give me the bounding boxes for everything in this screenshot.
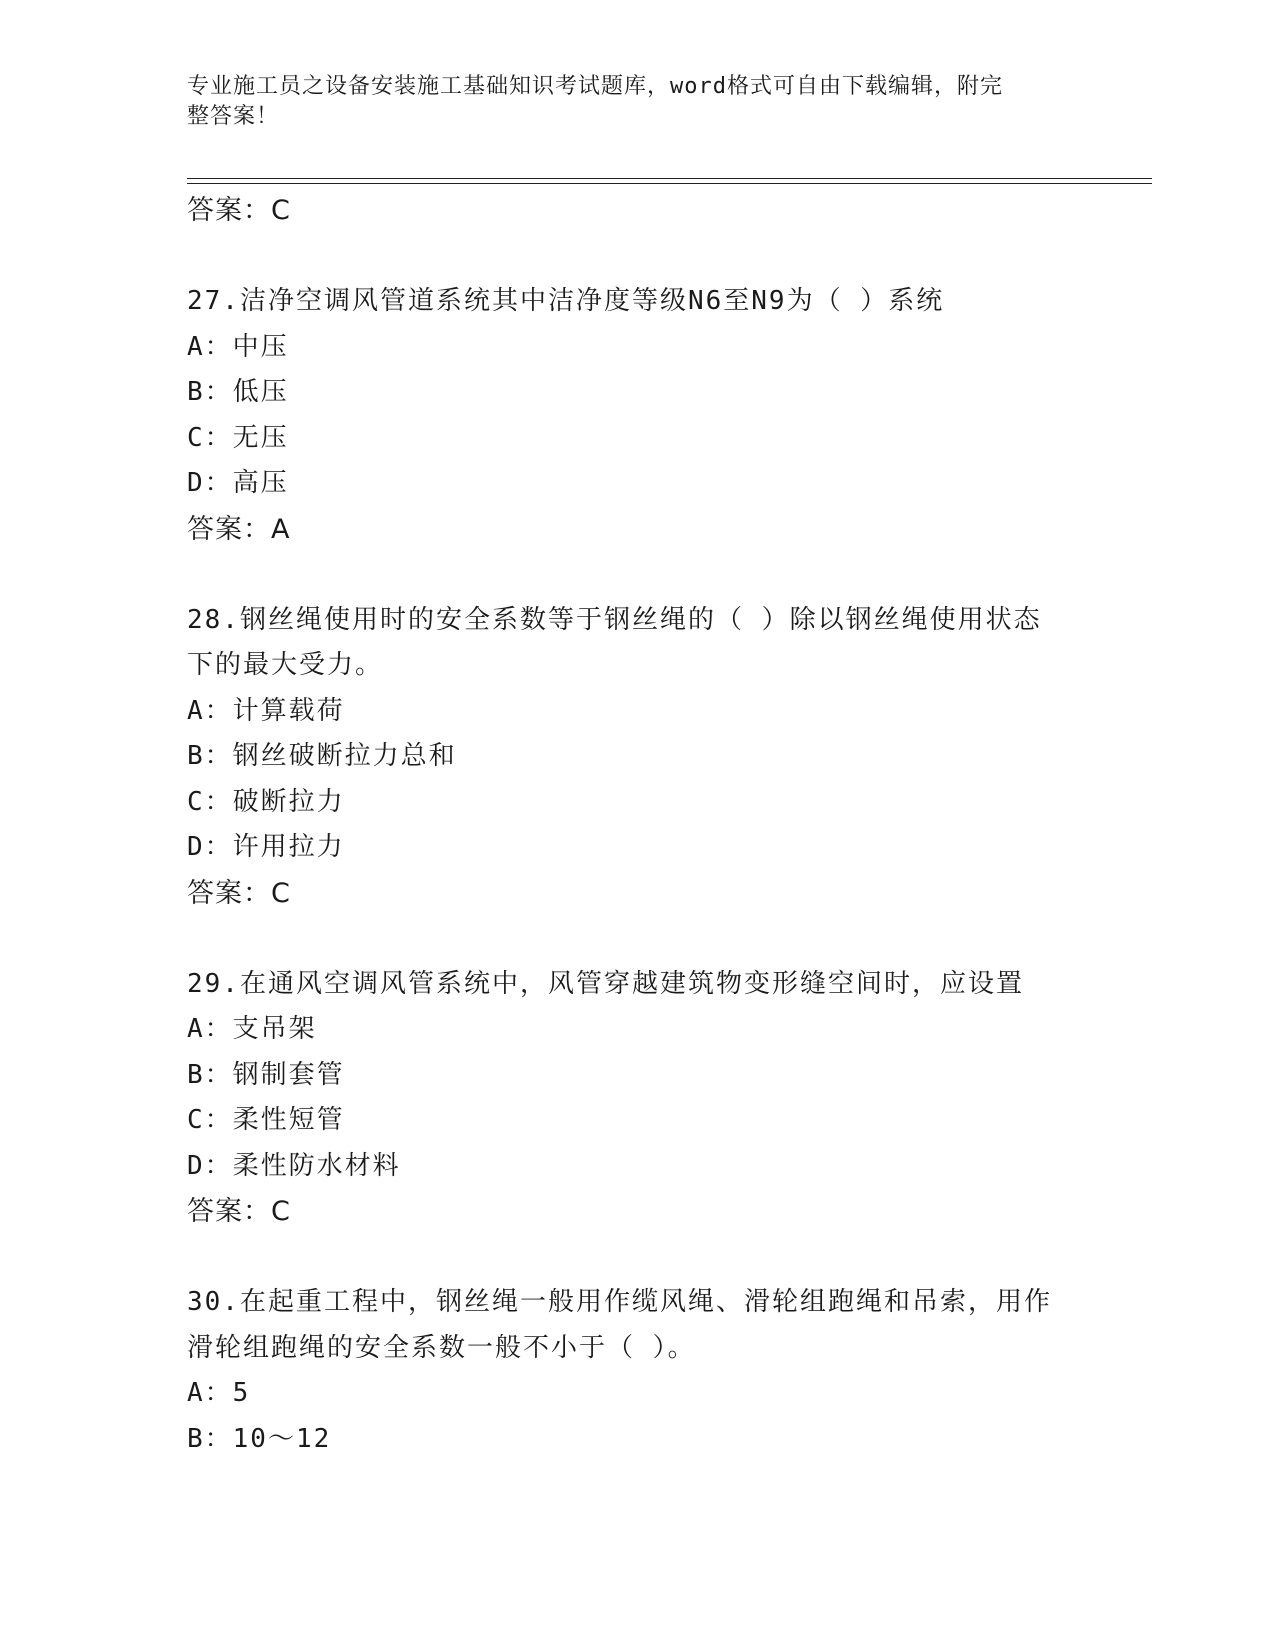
option-d: D：柔性防水材料	[187, 1150, 401, 1181]
header-line-2: 整答案！	[187, 104, 280, 129]
option-a: A：计算载荷	[187, 695, 345, 726]
option-b: B：低压	[187, 377, 289, 407]
header-divider-top	[187, 178, 1152, 179]
option-b: B：钢制套管	[187, 1059, 345, 1090]
question-stem-continued: 滑轮组跑绳的安全系数一般不小于（ ）。	[187, 1332, 696, 1363]
header-line-1: 专业施工员之设备安装施工基础知识考试题库，word格式可自由下载编辑，附完	[187, 74, 1003, 99]
option-c: C：破断拉力	[187, 786, 345, 817]
question-item	[187, 1280, 1087, 1462]
option-c: C：无压	[187, 422, 289, 453]
question-item	[187, 279, 1087, 552]
question-stem: 28.钢丝绳使用时的安全系数等于钢丝绳的（ ）除以钢丝绳使用状态	[187, 604, 1042, 635]
spacer	[187, 552, 1087, 598]
question-stem: 30.在起重工程中，钢丝绳一般用作缆风绳、滑轮组跑绳和吊索，用作	[187, 1287, 1052, 1317]
question-stem: 27.洁净空调风管道系统其中洁净度等级N6至N9为（ ）系统	[187, 286, 945, 316]
spacer	[187, 1235, 1087, 1281]
answer-line: 答案：A	[187, 513, 291, 545]
answer-line: 答案：C	[187, 877, 291, 909]
spacer	[187, 234, 1087, 280]
document-header	[187, 72, 1067, 132]
option-a: A：中压	[187, 331, 289, 362]
header-divider-bottom	[187, 183, 1152, 184]
spacer	[187, 916, 1087, 962]
option-a: A：支吊架	[187, 1014, 317, 1044]
option-b: B：钢丝破断拉力总和	[187, 741, 457, 771]
answer-line: 答案：C	[187, 1196, 291, 1227]
question-stem-continued: 下的最大受力。	[187, 650, 384, 680]
option-a: A：5	[187, 1378, 251, 1408]
question-list	[187, 188, 1087, 1462]
option-d: D：高压	[187, 468, 289, 498]
question-item	[187, 598, 1087, 917]
question-stem: 29.在通风空调风管系统中，风管穿越建筑物变形缝空间时，应设置	[187, 968, 1024, 999]
option-c: C：柔性短管	[187, 1105, 345, 1135]
option-d: D：许用拉力	[187, 832, 345, 862]
answer-line: 答案：C	[187, 195, 291, 226]
option-b: B：10～12	[187, 1423, 332, 1454]
question-item	[187, 962, 1087, 1235]
